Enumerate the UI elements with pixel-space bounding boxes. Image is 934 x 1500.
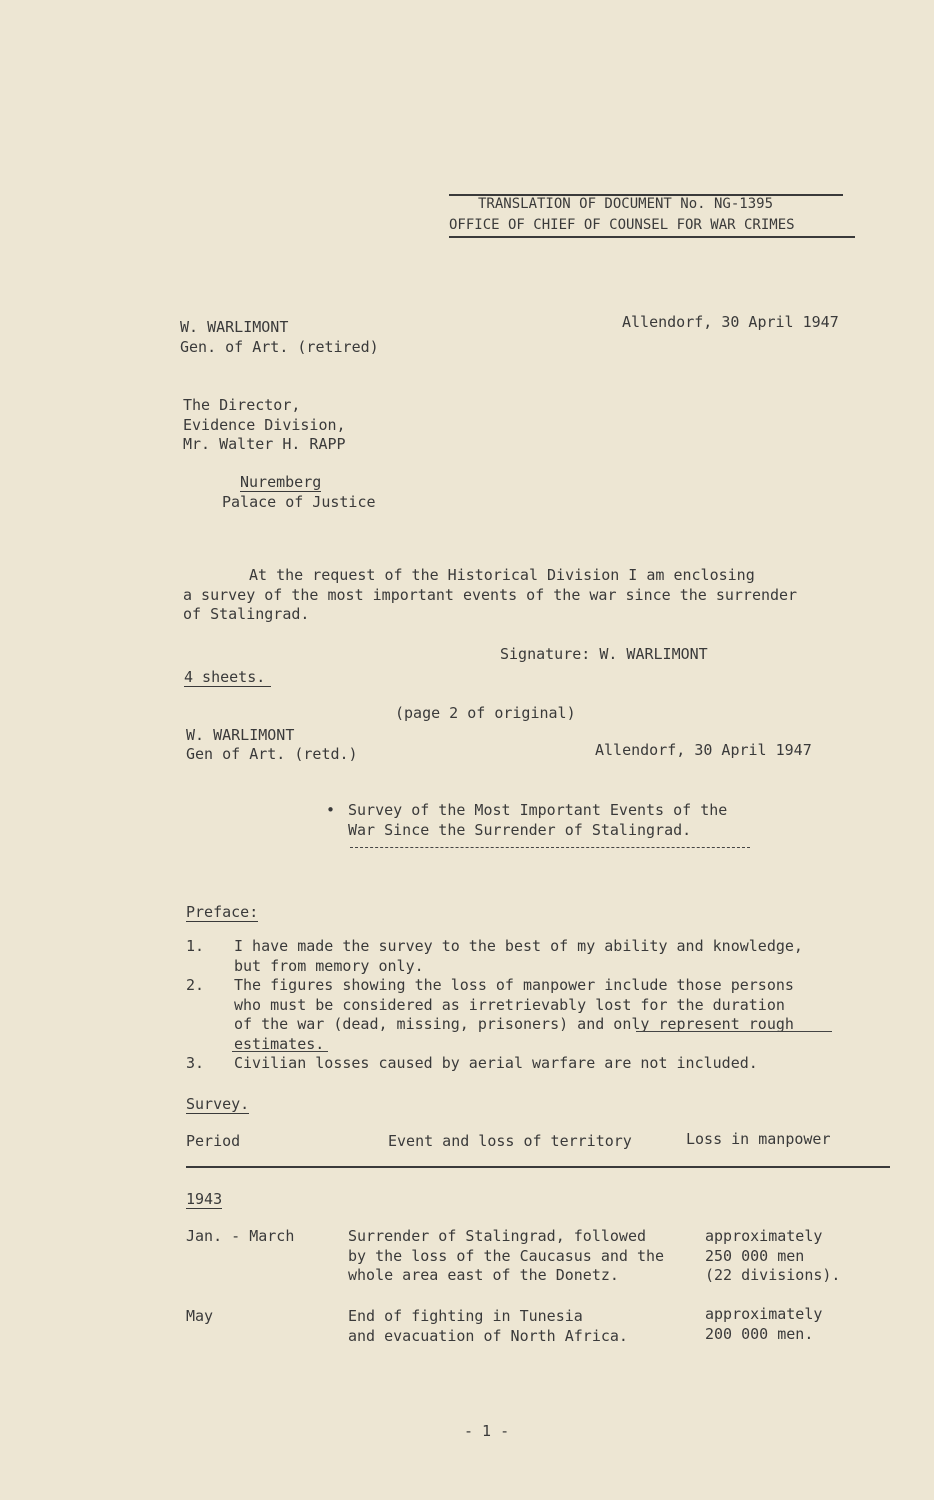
row1-loss: [705, 1227, 840, 1286]
header-bottom-rule: [449, 236, 855, 238]
loss-line: approximately: [705, 1305, 823, 1323]
preface-heading: Preface:: [186, 903, 259, 921]
body-line: At the request of the Historical Division I am enclosing: [249, 566, 755, 584]
title-line: Survey of the Most Important Events of the: [348, 801, 728, 819]
col-loss: Loss in manpower: [686, 1130, 831, 1148]
event-line: Surrender of Stalingrad, followed: [348, 1227, 647, 1245]
title-line: War Since the Surrender of Stalingrad.: [348, 820, 692, 839]
handwritten-underline: [232, 1051, 328, 1052]
preface-item-2: [234, 976, 794, 1054]
row2-loss: [705, 1305, 822, 1344]
survey-title: [348, 801, 727, 840]
preface-line: but from memory only.: [234, 956, 424, 975]
letter-body: [183, 566, 797, 625]
preface-line: I have made the survey to the best of my ability and knowledge,: [234, 937, 803, 955]
city: Nuremberg: [240, 473, 322, 491]
body-line: of Stalingrad.: [183, 605, 310, 623]
event-line: and evacuation of North Africa.: [348, 1326, 628, 1345]
orig-place-date: Allendorf, 30 April 1947: [595, 741, 812, 759]
recipient-line: Mr. Walter H. RAPP: [183, 435, 346, 453]
sender-name: W. WARLIMONT: [180, 318, 289, 336]
survey-heading: Survey.: [186, 1095, 250, 1113]
preface-item-3: Civilian losses caused by aerial warfare are not included.: [234, 1054, 758, 1072]
col-event: Event and loss of territory: [388, 1132, 632, 1150]
recipient-line: Evidence Division,: [183, 415, 346, 434]
loss-line: (22 divisions).: [705, 1266, 841, 1284]
preface-num-1: 1.: [186, 937, 205, 955]
preface-line: The figures showing the loss of manpower include those persons: [234, 976, 794, 994]
bullet: •: [326, 801, 336, 819]
event-line: whole area east of the Donetz.: [348, 1266, 619, 1284]
sender-rank: Gen. of Art. (retired): [180, 338, 379, 356]
building: Palace of Justice: [222, 493, 376, 511]
event-line: by the loss of the Caucasus and the: [348, 1246, 665, 1265]
table-rule: [186, 1166, 890, 1168]
loss-line: 200 000 men.: [705, 1324, 814, 1343]
preface-num-2: 2.: [186, 976, 205, 994]
row2-period: May: [186, 1307, 214, 1325]
handwritten-underline: [636, 1031, 832, 1032]
preface-line: estimates.: [234, 1034, 325, 1053]
orig-sender-name: W. WARLIMONT: [186, 726, 295, 744]
col-period: Period: [186, 1132, 241, 1150]
header-line-2: OFFICE OF CHIEF OF COUNSEL FOR WAR CRIMES: [449, 217, 795, 233]
row1-event: [348, 1227, 664, 1286]
place-date: Allendorf, 30 April 1947: [622, 313, 839, 331]
row2-event: [348, 1307, 628, 1346]
title-dashed-rule: [350, 847, 750, 848]
header-line-1: TRANSLATION OF DOCUMENT No. NG-1395: [478, 196, 774, 212]
page-number: - 1 -: [464, 1422, 510, 1440]
signature: Signature: W. WARLIMONT: [500, 645, 708, 663]
row1-period: Jan. - March: [186, 1227, 295, 1245]
year-1943: 1943: [186, 1190, 223, 1208]
loss-line: approximately: [705, 1227, 823, 1245]
page-note: (page 2 of original): [395, 704, 576, 722]
orig-sender-rank: Gen of Art. (retd.): [186, 745, 358, 763]
event-line: End of fighting in Tunesia: [348, 1307, 583, 1325]
preface-item-1: [234, 937, 803, 976]
recipient-line: The Director,: [183, 396, 301, 414]
loss-line: 250 000 men: [705, 1246, 805, 1265]
preface-num-3: 3.: [186, 1054, 205, 1072]
preface-line: who must be considered as irretrievably lost for the duration: [234, 995, 785, 1014]
body-line: a survey of the most important events of the war since the surrender: [183, 585, 798, 604]
preface-line: of the war (dead, missing, prisoners) and only represent rough: [234, 1015, 794, 1033]
recipient-address: [183, 396, 346, 455]
sheets-count: 4 sheets.: [184, 668, 271, 687]
